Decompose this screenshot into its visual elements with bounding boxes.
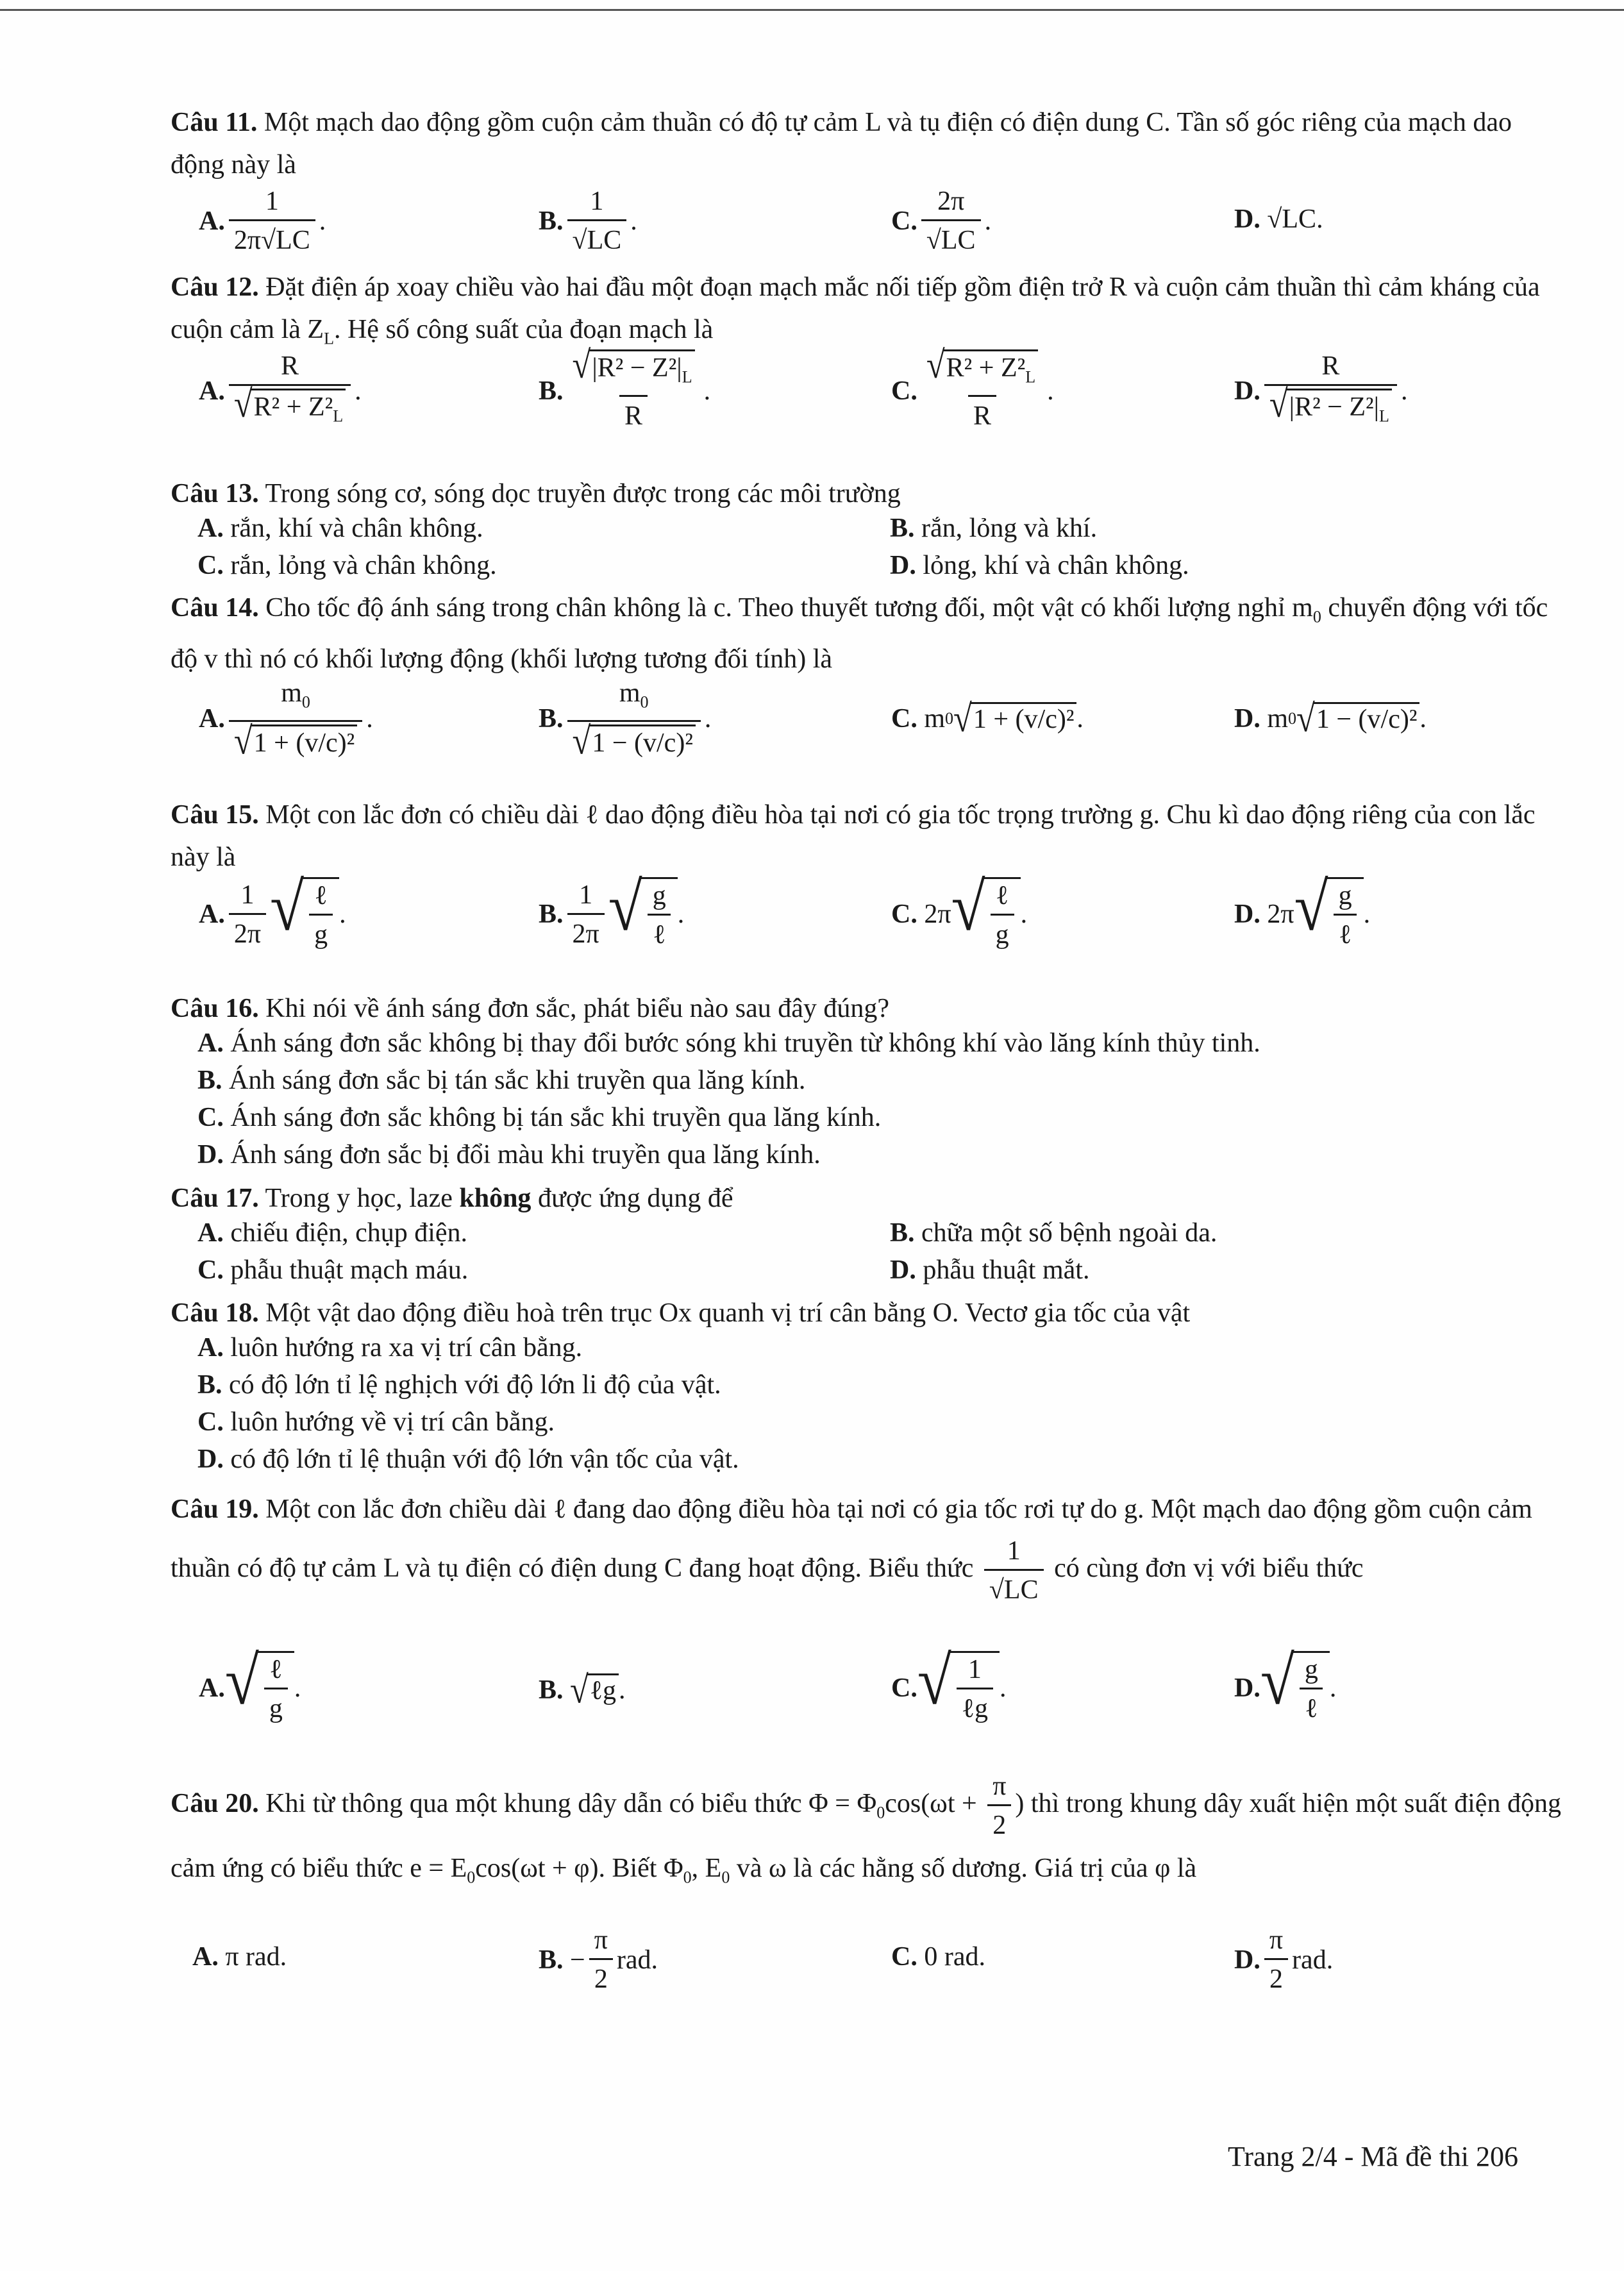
- denominator: 2π: [567, 913, 605, 951]
- numerator: ℓ: [269, 1655, 283, 1684]
- question-text: Một con lắc đơn có chiều dài ℓ dao động điều hòa tại nơi có gia tốc trọng trường g. Chu kì dao động riêng của con lắc này là: [171, 800, 1536, 872]
- denominator: 2π: [229, 913, 266, 951]
- denominator: g: [991, 914, 1014, 951]
- fraction: [567, 344, 700, 433]
- denominator: ℓ: [1334, 914, 1357, 951]
- fraction: [984, 1534, 1044, 1607]
- fraction: [567, 878, 605, 951]
- subscript: L: [333, 406, 344, 426]
- question-number: Câu 15.: [171, 800, 259, 830]
- q11-option-c: C. $\frac{2\pi}{√LC}$ .: [891, 185, 991, 257]
- option-label: D.: [197, 1445, 224, 1474]
- option-label: D.: [890, 1255, 916, 1285]
- option-label: C.: [197, 551, 224, 580]
- subscript: L: [1379, 406, 1389, 426]
- q18-option-c: [197, 1407, 555, 1437]
- option-label: A.: [199, 703, 225, 733]
- fraction: [648, 879, 671, 951]
- denominator: √LC: [921, 219, 981, 257]
- option-label: C.: [891, 1942, 917, 1972]
- coefficient: 2π: [1267, 900, 1294, 929]
- question-text-cont: cos(ωt + φ). Biết Φ: [475, 1854, 683, 1883]
- denominator: ℓ: [648, 914, 671, 951]
- question-text-cont: có cùng đơn vị với biểu thức: [1054, 1554, 1364, 1584]
- question-text-cont: cos(ωt +: [885, 1789, 977, 1819]
- option-label: D.: [1234, 1673, 1260, 1703]
- numerator: 2π: [937, 187, 965, 216]
- question-text: Trong y học, laze: [265, 1184, 460, 1213]
- q15-option-c: C. 2π √ $\frac{\text{ℓ}}{g}$ .: [891, 877, 1027, 951]
- numerator: 1: [240, 880, 255, 910]
- sqrt: √ 1 − (v/c)²: [1296, 702, 1419, 736]
- question-17: [171, 1177, 1562, 1219]
- fraction: [567, 185, 627, 257]
- numerator: [921, 344, 1043, 395]
- fraction: [229, 185, 315, 257]
- q19-option-b: B. √ ℓg .: [539, 1668, 626, 1712]
- question-number: Câu 14.: [171, 593, 259, 623]
- subscript: L: [324, 329, 334, 348]
- question-13: [171, 473, 1562, 515]
- sqrt: √ $\frac{\text{ℓ}}{g}$: [951, 877, 1021, 951]
- option-text: có độ lớn tỉ lệ thuận với độ lớn vận tốc của vật.: [230, 1445, 739, 1474]
- option-label: A.: [192, 1942, 219, 1972]
- question-number: Câu 19.: [171, 1495, 259, 1524]
- option-label: B.: [539, 1675, 564, 1705]
- q20-option-a: [192, 1941, 287, 1972]
- option-text: rắn, khí và chân không.: [230, 514, 483, 543]
- question-15: [171, 794, 1562, 878]
- sqrt: √ $\frac{\text{ℓ}}{g}$: [225, 1651, 294, 1725]
- option-label: A.: [199, 376, 225, 406]
- numerator: ℓ: [996, 881, 1009, 910]
- denominator: R: [619, 395, 648, 433]
- sqrt: √ 1 + (v/c)²: [953, 702, 1076, 736]
- denominator: [567, 719, 701, 763]
- numerator: 1: [265, 187, 279, 216]
- fraction: [957, 1653, 993, 1725]
- option-label: A.: [197, 514, 224, 543]
- sqrt: √ $\frac{1}{\text{ℓg}}$: [917, 1651, 1000, 1725]
- option-label: C.: [197, 1255, 224, 1285]
- fraction: [229, 349, 351, 433]
- option-label: C.: [891, 206, 917, 236]
- option-label: B.: [197, 1066, 222, 1095]
- option-text: 0 rad.: [924, 1942, 985, 1972]
- subscript: L: [682, 367, 692, 387]
- q12-option-d: D. R √ $|R^2 - Z^2|_L$ .: [1234, 349, 1407, 433]
- fraction: [921, 344, 1043, 433]
- numerator: ℓ: [314, 881, 328, 910]
- option-label: B.: [890, 514, 915, 543]
- q17-option-d: [890, 1255, 1089, 1286]
- option-label: D.: [1234, 205, 1260, 234]
- q11-option-b: B. $\frac{1}{√LC}$ .: [539, 185, 637, 257]
- q12-option-c: C. √ $R^2 + Z^2_L$ R .: [891, 349, 1054, 433]
- radicand: ℓg: [587, 1673, 619, 1707]
- question-text-cont: , E: [691, 1854, 722, 1883]
- q19-option-c: C. √ $\frac{1}{\text{ℓg}}$ .: [891, 1651, 1006, 1725]
- sqrt: √ ℓg: [570, 1673, 619, 1707]
- question-text-cont: được ứng dụng để: [531, 1184, 733, 1213]
- q12-option-b: B. √ $|R^2 - Z^2|_L$ R .: [539, 349, 710, 433]
- question-text: Khi từ thông qua một khung dây dẫn có biểu thức Φ = Φ: [265, 1789, 877, 1819]
- numerator: 1: [967, 1655, 982, 1684]
- q18-option-b: [197, 1370, 721, 1400]
- option-label: D.: [197, 1140, 224, 1169]
- q15-option-b: B. $\frac{1}{2\pi}$ √ $\frac{g}{\text{ℓ}}$ .: [539, 877, 684, 951]
- mass: m: [281, 678, 302, 708]
- radicand: 1 − (v/c)²: [1314, 702, 1420, 736]
- sqrt: √ $|R^2 - Z^2|_L$: [1269, 389, 1392, 433]
- numerator: R: [280, 351, 299, 381]
- q17-option-b: [890, 1218, 1217, 1248]
- q13-option-a: [197, 513, 483, 544]
- fraction: [567, 676, 701, 763]
- denominator: ℓ: [1300, 1688, 1323, 1725]
- fraction: [1264, 1923, 1288, 1996]
- q13-option-d: [890, 550, 1189, 581]
- denominator: √LC: [567, 219, 627, 257]
- question-text: Khi nói về ánh sáng đơn sắc, phát biểu nào sau đây đúng?: [265, 994, 890, 1023]
- option-text: √LC.: [1267, 205, 1323, 234]
- numerator: π: [1269, 1925, 1284, 1955]
- option-label: B.: [539, 900, 564, 929]
- denominator: √LC: [984, 1569, 1044, 1607]
- question-19: [171, 1484, 1562, 1607]
- question-text: Một con lắc đơn chiều dài ℓ đang dao động điều hòa tại nơi có gia tốc rơi tự do g. Một mạch dao động gồm cuộn cảm thuần có độ tự cảm L và tụ điện có điện dung C đang hoạt động. Biểu thức: [171, 1495, 1532, 1584]
- q14-option-d: D. m 0 √ 1 − (v/c)² .: [1234, 697, 1427, 741]
- denominator: [229, 384, 351, 433]
- fraction: [1264, 349, 1397, 433]
- question-text-cont: chuyển động với tốc độ v thì nó có khối lượng động (khối lượng tương đối tính) là: [171, 593, 1548, 675]
- top-rule: [0, 9, 1624, 11]
- option-text: rad.: [616, 1945, 658, 1975]
- radicand: 1 − (v/c)²: [589, 725, 696, 760]
- sqrt: √ 1 − (v/c)²: [573, 725, 696, 760]
- option-label: B.: [539, 1945, 564, 1975]
- question-12: [171, 266, 1562, 360]
- sqrt: √ 1 + (v/c)²: [234, 725, 357, 760]
- q11-option-a: A. $\frac{1}{2\pi√LC}$ .: [199, 185, 326, 257]
- option-text: phẫu thuật mạch máu.: [230, 1255, 469, 1285]
- denominator: g: [264, 1688, 288, 1725]
- option-label: C.: [891, 376, 917, 406]
- option-text: rắn, lỏng và chân không.: [230, 551, 497, 580]
- denominator: [1264, 384, 1397, 433]
- option-text: Ánh sáng đơn sắc bị tán sắc khi truyền qua lăng kính.: [229, 1066, 806, 1095]
- denominator: ℓg: [957, 1688, 993, 1725]
- diff-expr: |R² − Z²|: [592, 353, 682, 383]
- fraction: [264, 1653, 288, 1725]
- q19-option-d: D. √ $\frac{g}{\text{ℓ}}$ .: [1234, 1651, 1336, 1725]
- option-text: Ánh sáng đơn sắc không bị tán sắc khi truyền qua lăng kính.: [230, 1103, 882, 1132]
- sqrt: √ $R^2 + Z^2_L$: [234, 389, 346, 433]
- option-label: A.: [197, 1218, 224, 1248]
- option-text: Ánh sáng đơn sắc bị đổi màu khi truyền qua lăng kính.: [230, 1140, 821, 1169]
- option-label: A.: [199, 1673, 225, 1703]
- question-text: Một mạch dao động gồm cuộn cảm thuần có độ tự cảm L và tụ điện có điện dung C. Tần số góc riêng của mạch dao động này là: [171, 108, 1512, 180]
- q18-option-a: [197, 1332, 582, 1363]
- fraction: [309, 879, 333, 951]
- q15-option-d: D. 2π √ $\frac{g}{\text{ℓ}}$ .: [1234, 877, 1370, 951]
- fraction: [229, 676, 362, 763]
- sum-expr: R² + Z²: [946, 353, 1026, 383]
- radicand: 1 + (v/c)²: [971, 702, 1077, 736]
- option-label: B.: [539, 376, 564, 406]
- fraction: [229, 878, 266, 951]
- q14-option-b: B. $m_0$ √ 1 − (v/c)² .: [539, 676, 711, 760]
- sqrt: √ $R^2 + Z^2_L$: [926, 349, 1038, 394]
- fraction: [1334, 879, 1357, 951]
- option-text: Ánh sáng đơn sắc không bị thay đổi bước sóng khi truyền từ không khí vào lăng kính thủy tinh.: [230, 1028, 1260, 1058]
- sum-expr: R² + Z²: [253, 392, 333, 422]
- option-text: lỏng, khí và chân không.: [923, 551, 1189, 580]
- page-footer: Trang 2/4 - Mã đề thi 206: [1228, 2141, 1519, 2172]
- subscript: 0: [467, 1868, 476, 1887]
- option-label: B.: [539, 703, 564, 733]
- fraction: [1300, 1653, 1323, 1725]
- question-number: Câu 18.: [171, 1298, 259, 1328]
- option-label: D.: [1234, 704, 1260, 734]
- option-label: C.: [891, 704, 917, 734]
- option-text: rad.: [1292, 1945, 1334, 1975]
- q17-option-c: [197, 1255, 468, 1286]
- radicand: 1 + (v/c)²: [251, 725, 358, 760]
- question-text: Cho tốc độ ánh sáng trong chân không là c. Theo thuyết tương đối, một vật có khối lượng nghỉ m: [265, 593, 1313, 623]
- q16-option-a: [197, 1028, 1260, 1059]
- subscript: 0: [1288, 709, 1297, 728]
- subscript: 0: [1312, 607, 1321, 626]
- denominator: 2: [987, 1804, 1011, 1842]
- fraction: [921, 185, 981, 257]
- question-18: [171, 1292, 1562, 1334]
- denominator: 2: [589, 1958, 613, 1996]
- fraction: [991, 879, 1014, 951]
- subscript: 0: [721, 1868, 730, 1887]
- subscript: 0: [640, 692, 649, 712]
- fraction: [589, 1923, 613, 1996]
- option-label: B.: [197, 1370, 222, 1400]
- subscript: 0: [876, 1803, 885, 1822]
- option-text: π rad.: [225, 1942, 287, 1972]
- fraction: [987, 1770, 1011, 1842]
- sqrt: √ $\frac{\text{ℓ}}{g}$: [270, 877, 339, 951]
- option-text: chữa một số bệnh ngoài da.: [921, 1218, 1218, 1248]
- q14-option-a: A. $m_0$ √ 1 + (v/c)² .: [199, 676, 373, 760]
- mass: m: [1267, 704, 1289, 734]
- subscript: L: [1025, 367, 1036, 387]
- question-text: Trong sóng cơ, sóng dọc truyền được trong các môi trường: [265, 479, 901, 508]
- minus-sign: −: [570, 1945, 585, 1975]
- numerator: 1: [579, 880, 593, 910]
- subscript: 0: [301, 692, 310, 712]
- numerator: g: [1304, 1655, 1318, 1684]
- q12-option-a: A. R √ $R^2 + Z^2_L$ .: [199, 349, 362, 433]
- diff-expr: |R² − Z²|: [1289, 392, 1380, 422]
- question-text-cont: ) thì trong khung dây xuất hiện một suất điện động cảm ứng có biểu thức e = E: [171, 1789, 1561, 1883]
- numerator: [614, 676, 654, 720]
- q17-option-a: [197, 1218, 467, 1248]
- question-number: Câu 17.: [171, 1184, 259, 1213]
- option-label: B.: [539, 206, 564, 236]
- numerator: π: [594, 1925, 608, 1955]
- question-text: Một vật dao động điều hoà trên trục Ox quanh vị trí cân bằng O. Vectơ gia tốc của vật: [265, 1298, 1191, 1328]
- q15-option-a: A. $\frac{1}{2\pi}$ √ $\frac{\text{ℓ}}{g}$ .: [199, 877, 346, 951]
- q16-option-d: [197, 1139, 821, 1170]
- option-label: C.: [197, 1103, 224, 1132]
- numerator: [276, 676, 315, 720]
- numerator: [567, 344, 700, 395]
- q20-option-d: [1234, 1923, 1333, 1996]
- question-number: Câu 12.: [171, 272, 259, 302]
- question-text: Đặt điện áp xoay chiều vào hai đầu một đoạn mạch mắc nối tiếp gồm điện trở R và cuộn cảm thuần thì cảm kháng của cuộn cảm là Z: [171, 272, 1540, 344]
- question-number: Câu 20.: [171, 1789, 259, 1819]
- option-text: luôn hướng ra xa vị trí cân bằng.: [230, 1333, 583, 1362]
- numerator: 1: [1007, 1536, 1021, 1566]
- question-number: Câu 11.: [171, 108, 258, 137]
- q11-option-d: [1234, 204, 1323, 235]
- option-label: C.: [891, 1673, 917, 1703]
- sqrt: √ $\frac{g}{\text{ℓ}}$: [1260, 1651, 1330, 1725]
- question-text-cont: và ω là các hằng số dương. Giá trị của φ là: [730, 1854, 1197, 1883]
- q13-option-b: [890, 513, 1097, 544]
- mass: m: [619, 678, 640, 708]
- numerator: π: [992, 1772, 1007, 1801]
- q20-option-c: [891, 1941, 985, 1972]
- q19-option-a: A. √ $\frac{\text{ℓ}}{g}$ .: [199, 1651, 301, 1725]
- numerator: 1: [590, 187, 604, 216]
- mass: m: [924, 704, 946, 734]
- option-text: luôn hướng về vị trí cân bằng.: [230, 1407, 555, 1437]
- denominator: 2: [1264, 1958, 1288, 1996]
- q14-option-c: C. m 0 √ 1 + (v/c)² .: [891, 697, 1084, 741]
- question-number: Câu 16.: [171, 994, 259, 1023]
- sqrt: √ $|R^2 - Z^2|_L$: [573, 349, 695, 394]
- option-label: A.: [197, 1028, 224, 1058]
- option-label: B.: [890, 1218, 915, 1248]
- q13-option-c: [197, 550, 497, 581]
- option-text: có độ lớn tỉ lệ nghịch với độ lớn li độ của vật.: [229, 1370, 721, 1400]
- option-label: D.: [890, 551, 916, 580]
- question-text-cont: . Hệ số công suất của đoạn mạch là: [333, 315, 714, 344]
- option-text: rắn, lỏng và khí.: [921, 514, 1098, 543]
- q16-option-c: [197, 1102, 881, 1133]
- q20-option-b: [539, 1923, 658, 1996]
- option-label: C.: [197, 1407, 224, 1437]
- question-number: Câu 13.: [171, 479, 259, 508]
- denominator: g: [309, 914, 333, 951]
- question-11: [171, 101, 1562, 186]
- denominator: [229, 719, 362, 763]
- numerator: g: [1338, 881, 1352, 910]
- q18-option-d: [197, 1444, 739, 1475]
- emphasis: không: [459, 1184, 532, 1213]
- denominator: 2π√LC: [229, 219, 315, 257]
- option-label: D.: [1234, 1945, 1260, 1975]
- subscript: 0: [683, 1868, 692, 1887]
- denominator: R: [968, 395, 996, 433]
- sqrt: √ $\frac{g}{\text{ℓ}}$: [608, 877, 678, 951]
- option-text: chiếu điện, chụp điện.: [230, 1218, 468, 1248]
- question-14: [171, 587, 1562, 680]
- q16-option-b: [197, 1065, 805, 1096]
- option-label: C.: [891, 900, 917, 929]
- option-label: A.: [199, 900, 225, 929]
- option-label: D.: [1234, 376, 1260, 406]
- sqrt: √ $\frac{g}{\text{ℓ}}$: [1294, 877, 1364, 951]
- numerator: R: [1321, 351, 1340, 381]
- question-16: [171, 987, 1562, 1030]
- question-20: [171, 1770, 1562, 1904]
- coefficient: 2π: [924, 900, 951, 929]
- option-label: A.: [199, 206, 225, 236]
- numerator: g: [652, 881, 666, 910]
- subscript: 0: [945, 709, 954, 728]
- option-label: A.: [197, 1333, 224, 1362]
- option-text: phẫu thuật mắt.: [923, 1255, 1090, 1285]
- option-label: D.: [1234, 900, 1260, 929]
